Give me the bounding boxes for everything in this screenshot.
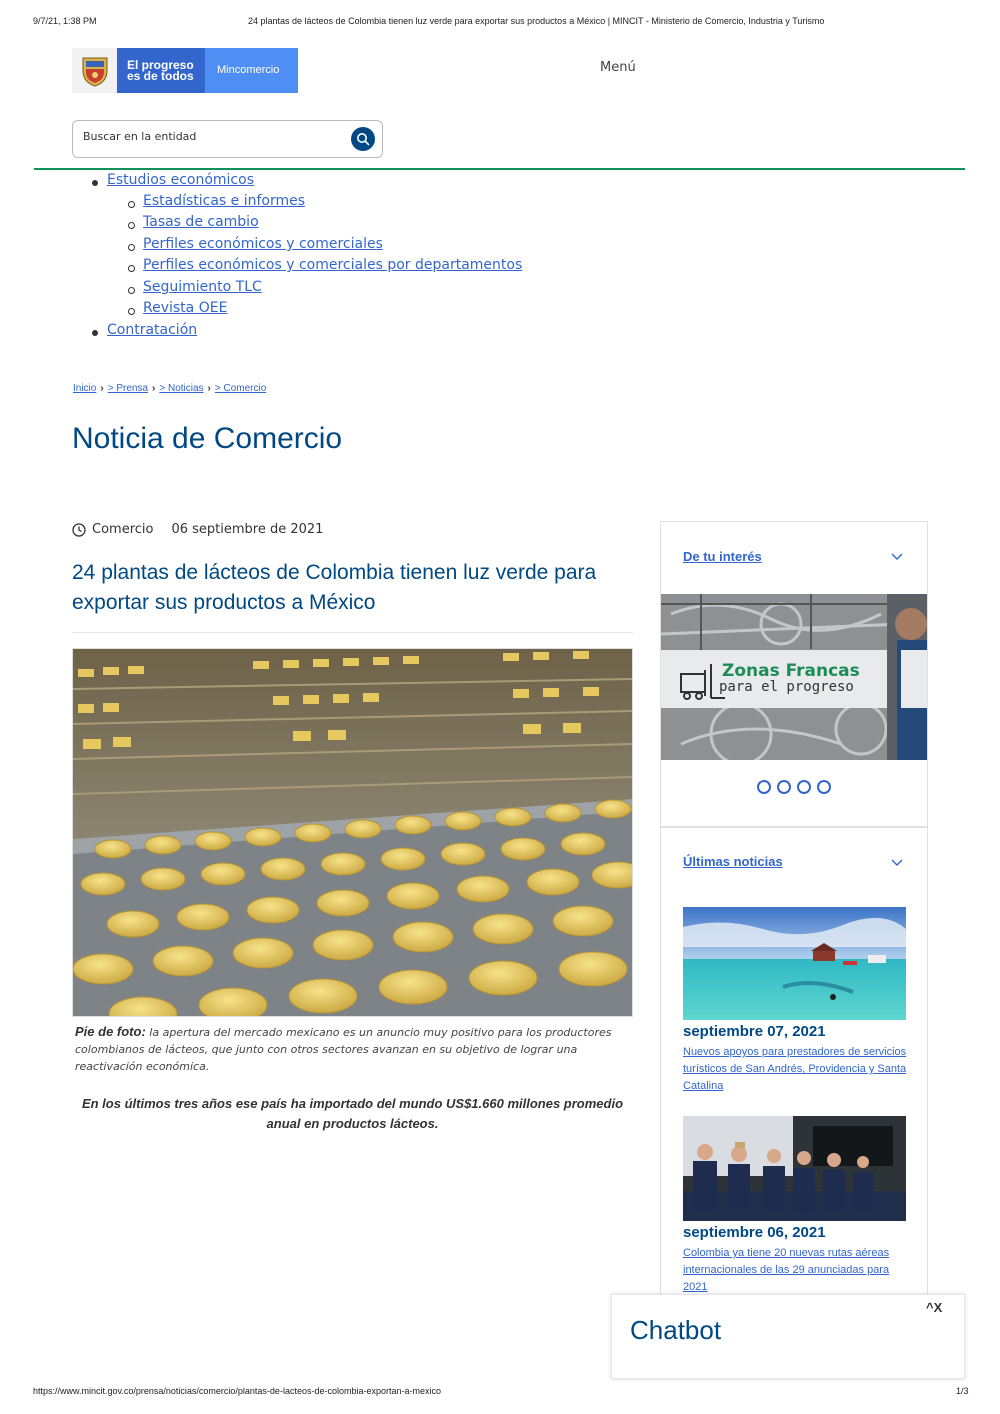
coat-of-arms-icon bbox=[72, 48, 117, 93]
news-link[interactable]: Colombia ya tiene 20 nuevas rutas aéreas internacionales de las 29 anunciadas para 2021 bbox=[683, 1247, 890, 1293]
carousel-dots bbox=[757, 780, 831, 794]
nav-subitem-revista-oee[interactable]: Revista OEE bbox=[143, 300, 228, 316]
latest-news-title[interactable]: Últimas noticias bbox=[683, 854, 783, 869]
chevron-down-icon[interactable] bbox=[891, 553, 903, 561]
logo-slogan-line1: El progreso bbox=[127, 58, 194, 72]
carousel-dot[interactable] bbox=[757, 780, 771, 794]
article-lead: En los últimos tres años ese país ha importado del mundo US$1.660 millones promedio anual en productos lácteos. bbox=[81, 1096, 624, 1131]
search-icon bbox=[356, 132, 370, 146]
page-title: Noticia de Comercio bbox=[72, 422, 343, 455]
bullet-icon bbox=[128, 308, 135, 315]
breadcrumb-separator: › bbox=[207, 383, 211, 394]
article-date: 06 septiembre de 2021 bbox=[171, 522, 324, 537]
print-page-number: 1/3 bbox=[956, 1386, 969, 1396]
breadcrumb bbox=[73, 383, 266, 394]
bullet-icon bbox=[128, 201, 135, 208]
carousel-dot[interactable] bbox=[797, 780, 811, 794]
bullet-icon bbox=[128, 287, 135, 294]
bullet-icon bbox=[128, 265, 135, 272]
nav-subitem-tasas[interactable]: Tasas de cambio bbox=[143, 214, 259, 230]
print-url: https://www.mincit.gov.co/prensa/noticias/comercio/plantas-de-lacteos-de-colombia-exportan-a-mexico bbox=[33, 1386, 442, 1396]
caption-text: la apertura del mercado mexicano es un anuncio muy positivo para los productores colombianos de lácteos, que junto con otros sectores avanzan en su objetivo de lograr una reactivación económica. bbox=[75, 1026, 612, 1073]
bullet-icon bbox=[128, 222, 135, 229]
clock-icon bbox=[72, 523, 86, 537]
chatbot-controls[interactable]: ^X bbox=[926, 1300, 943, 1315]
carousel-dot[interactable] bbox=[777, 780, 791, 794]
banner-title: Zonas Francas bbox=[722, 661, 860, 681]
breadcrumb-comercio[interactable]: > Comercio bbox=[214, 383, 267, 394]
photo-caption bbox=[75, 1023, 630, 1075]
news-date: septiembre 06, 2021 bbox=[683, 1224, 826, 1241]
carousel-dot[interactable] bbox=[817, 780, 831, 794]
search-input[interactable] bbox=[83, 130, 343, 143]
menu-button[interactable]: Menú bbox=[600, 60, 636, 75]
bullet-icon bbox=[92, 180, 98, 186]
interest-panel-title[interactable]: De tu interés bbox=[683, 549, 762, 564]
nav-item-contratacion[interactable]: Contratación bbox=[107, 322, 198, 338]
chatbot-widget[interactable] bbox=[611, 1294, 965, 1379]
news-link[interactable]: Nuevos apoyos para prestadores de servicios turísticos de San Andrés, Providencia y Santa Catalina bbox=[683, 1046, 907, 1092]
breadcrumb-noticias[interactable]: > Noticias bbox=[159, 383, 204, 394]
chevron-down-icon[interactable] bbox=[891, 859, 903, 867]
article-divider bbox=[72, 632, 633, 633]
breadcrumb-prensa[interactable]: > Prensa bbox=[107, 383, 149, 394]
chatbot-label: Chatbot bbox=[630, 1315, 722, 1345]
header-divider bbox=[34, 168, 965, 170]
zonas-francas-banner[interactable] bbox=[661, 594, 927, 760]
nav-subitem-seguimiento-tlc[interactable]: Seguimiento TLC bbox=[143, 279, 262, 295]
bullet-icon bbox=[92, 330, 98, 336]
search-box bbox=[72, 120, 383, 158]
print-doc-title: 24 plantas de lácteos de Colombia tienen luz verde para exportar sus productos a México | MINCIT - Ministerio de Comercio, Industria y Turismo bbox=[248, 16, 825, 26]
article-meta bbox=[72, 522, 323, 537]
news-thumbnail[interactable] bbox=[683, 907, 906, 1020]
logo-slogan bbox=[117, 48, 205, 93]
nav-item-estudios[interactable]: Estudios económicos bbox=[107, 172, 254, 188]
nav-subitem-perfiles[interactable]: Perfiles económicos y comerciales bbox=[143, 236, 383, 252]
article-category: Comercio bbox=[92, 522, 154, 537]
logo-entity: Mincomercio bbox=[205, 48, 298, 93]
nav-subitem-estadisticas[interactable]: Estadísticas e informes bbox=[143, 193, 306, 209]
bullet-icon bbox=[128, 244, 135, 251]
banner-subtitle: para el progreso bbox=[719, 679, 854, 695]
news-date: septiembre 07, 2021 bbox=[683, 1023, 826, 1040]
article-headline: 24 plantas de lácteos de Colombia tienen luz verde para exportar sus productos a México bbox=[72, 561, 597, 614]
nav-subitem-perfiles-departamentos[interactable]: Perfiles económicos y comerciales por departamentos bbox=[143, 257, 523, 273]
caption-label: Pie de foto: bbox=[75, 1024, 146, 1039]
breadcrumb-separator: › bbox=[100, 383, 104, 394]
print-datetime: 9/7/21, 1:38 PM bbox=[33, 16, 97, 26]
news-thumbnail[interactable] bbox=[683, 1116, 906, 1221]
search-button[interactable] bbox=[351, 127, 375, 151]
article-photo bbox=[72, 648, 633, 1017]
breadcrumb-inicio[interactable]: Inicio bbox=[73, 383, 97, 394]
site-logo[interactable] bbox=[72, 48, 298, 93]
logo-slogan-line2: es de todos bbox=[127, 69, 194, 83]
breadcrumb-separator: › bbox=[152, 383, 156, 394]
